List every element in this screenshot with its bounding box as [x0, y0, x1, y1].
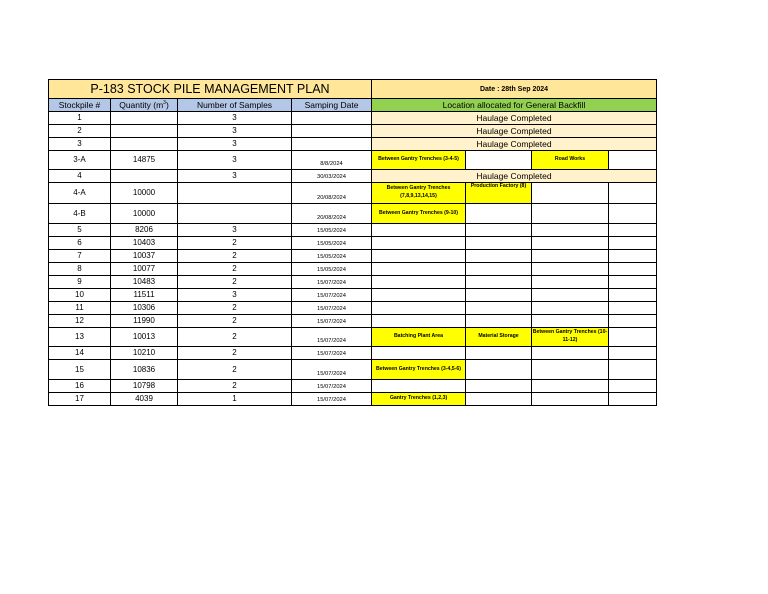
table-row	[49, 170, 657, 183]
location-cell-empty	[609, 347, 657, 360]
table-row	[49, 237, 657, 250]
quantity-cell: 4039	[111, 393, 178, 406]
stockpile-cell: 3	[49, 138, 111, 151]
stockpile-cell: 6	[49, 237, 111, 250]
location-cell-empty	[532, 289, 609, 302]
table-row	[49, 347, 657, 360]
sampling-date-cell: 15/05/2024	[292, 250, 372, 263]
table-row	[49, 328, 657, 347]
samples-cell	[178, 183, 292, 204]
table-row	[49, 250, 657, 263]
location-cell-empty	[372, 380, 466, 393]
sheet-title: P-183 STOCK PILE MANAGEMENT PLAN	[49, 80, 372, 99]
header-samples: Number of Samples	[178, 99, 292, 112]
sampling-date-cell: 20/08/2024	[292, 183, 372, 204]
stockpile-cell: 5	[49, 224, 111, 237]
samples-cell	[178, 204, 292, 224]
location-cell-empty	[372, 315, 466, 328]
quantity-cell	[111, 112, 178, 125]
location-cell-empty	[532, 263, 609, 276]
location-cell: Between Gantry Trenches (10-11-12)	[532, 328, 609, 347]
location-cell-empty	[532, 347, 609, 360]
location-cell-empty	[372, 224, 466, 237]
location-cell-empty	[466, 289, 532, 302]
location-cell-empty	[372, 263, 466, 276]
stockpile-cell: 14	[49, 347, 111, 360]
stockpile-cell: 2	[49, 125, 111, 138]
samples-cell: 3	[178, 138, 292, 151]
table-row	[49, 183, 657, 204]
samples-cell: 3	[178, 170, 292, 183]
samples-cell: 2	[178, 315, 292, 328]
table-row	[49, 315, 657, 328]
location-cell-empty	[466, 151, 532, 170]
header-stockpile: Stockpile #	[49, 99, 111, 112]
location-cell-empty	[609, 328, 657, 347]
location-cell-empty	[466, 263, 532, 276]
table-row	[49, 204, 657, 224]
stockpile-cell: 4	[49, 170, 111, 183]
location-cell: Between Gantry Trenches (7,8,9,13,14,15)	[372, 183, 466, 204]
location-cell-empty	[466, 393, 532, 406]
sampling-date-cell: 15/05/2024	[292, 237, 372, 250]
sampling-date-cell: 15/07/2024	[292, 360, 372, 380]
sampling-date-cell: 15/05/2024	[292, 263, 372, 276]
header-row	[49, 99, 657, 112]
quantity-cell: 11511	[111, 289, 178, 302]
header-quantity-end: )	[165, 99, 169, 110]
location-cell-empty	[532, 276, 609, 289]
stockpile-cell: 11	[49, 302, 111, 315]
stockpile-cell: 15	[49, 360, 111, 380]
location-cell: Material Storage	[466, 328, 532, 347]
table-row	[49, 112, 657, 125]
samples-cell: 3	[178, 151, 292, 170]
samples-cell: 2	[178, 328, 292, 347]
location-cell-empty	[609, 151, 657, 170]
location-cell-empty	[466, 360, 532, 380]
location-cell-empty	[532, 183, 609, 204]
sampling-date-cell: 20/08/2024	[292, 204, 372, 224]
header-quantity-text: Quantity (m	[119, 99, 164, 110]
sampling-date-cell	[292, 112, 372, 125]
table-row	[49, 125, 657, 138]
sampling-date-cell: 15/07/2024	[292, 302, 372, 315]
location-cell-empty	[532, 224, 609, 237]
location-cell-empty	[532, 250, 609, 263]
location-cell-empty	[532, 393, 609, 406]
location-cell-empty	[372, 289, 466, 302]
sampling-date-cell: 8/8/2024	[292, 151, 372, 170]
quantity-cell	[111, 125, 178, 138]
location-cell-empty	[372, 302, 466, 315]
location-cell-empty	[532, 380, 609, 393]
samples-cell: 1	[178, 393, 292, 406]
location-cell-empty	[466, 380, 532, 393]
sampling-date-cell: 15/07/2024	[292, 380, 372, 393]
quantity-cell: 10077	[111, 263, 178, 276]
location-cell-empty	[372, 237, 466, 250]
location-cell-empty	[532, 237, 609, 250]
sampling-date-cell	[292, 138, 372, 151]
quantity-cell: 14875	[111, 151, 178, 170]
stockpile-cell: 17	[49, 393, 111, 406]
haulage-status-cell: Haulage Completed	[372, 138, 657, 151]
location-cell-empty	[609, 224, 657, 237]
stockpile-cell: 4-A	[49, 183, 111, 204]
table-row	[49, 138, 657, 151]
quantity-cell: 10013	[111, 328, 178, 347]
location-cell-empty	[466, 237, 532, 250]
stockpile-cell: 12	[49, 315, 111, 328]
location-cell-empty	[372, 347, 466, 360]
samples-cell: 3	[178, 289, 292, 302]
haulage-status-cell: Haulage Completed	[372, 125, 657, 138]
samples-cell: 2	[178, 347, 292, 360]
stockpile-cell: 10	[49, 289, 111, 302]
sampling-date-cell	[292, 125, 372, 138]
header-sampling-date: Samping Date	[292, 99, 372, 112]
table-row	[49, 289, 657, 302]
sampling-date-cell: 15/07/2024	[292, 315, 372, 328]
stockpile-table	[48, 79, 657, 406]
location-cell-empty	[609, 393, 657, 406]
table-row	[49, 393, 657, 406]
location-cell: Between Gantry Trenches (9-10)	[372, 204, 466, 224]
location-cell-empty	[609, 380, 657, 393]
sheet-date: Date : 28th Sep 2024	[372, 80, 657, 99]
quantity-cell: 10798	[111, 380, 178, 393]
table-row	[49, 302, 657, 315]
samples-cell: 3	[178, 224, 292, 237]
quantity-cell	[111, 170, 178, 183]
location-cell: Batching Plant Area	[372, 328, 466, 347]
sampling-date-cell: 15/05/2024	[292, 224, 372, 237]
stockpile-cell: 4-B	[49, 204, 111, 224]
sampling-date-cell: 15/07/2024	[292, 347, 372, 360]
quantity-cell: 10000	[111, 204, 178, 224]
table-row	[49, 380, 657, 393]
location-cell-empty	[466, 302, 532, 315]
location-cell: Production Factory (8)	[466, 183, 532, 204]
samples-cell: 2	[178, 263, 292, 276]
location-cell-empty	[372, 250, 466, 263]
stockpile-cell: 1	[49, 112, 111, 125]
quantity-cell: 10037	[111, 250, 178, 263]
quantity-cell	[111, 138, 178, 151]
location-cell-empty	[609, 183, 657, 204]
stockpile-cell: 13	[49, 328, 111, 347]
location-cell-empty	[609, 289, 657, 302]
sampling-date-cell: 30/03/2024	[292, 170, 372, 183]
location-cell-empty	[466, 276, 532, 289]
stockpile-cell: 16	[49, 380, 111, 393]
table-row	[49, 224, 657, 237]
location-cell-empty	[466, 250, 532, 263]
location-cell-empty	[609, 250, 657, 263]
title-row	[49, 80, 657, 99]
location-cell-empty	[372, 276, 466, 289]
table-row	[49, 151, 657, 170]
location-cell-empty	[609, 237, 657, 250]
location-cell-empty	[532, 315, 609, 328]
quantity-cell: 10306	[111, 302, 178, 315]
samples-cell: 2	[178, 360, 292, 380]
location-cell: Between Gantry Trenches (3-4-5)	[372, 151, 466, 170]
location-cell-empty	[609, 360, 657, 380]
location-cell-empty	[609, 315, 657, 328]
location-cell-empty	[466, 315, 532, 328]
location-cell-empty	[609, 204, 657, 224]
quantity-cell: 10403	[111, 237, 178, 250]
location-cell-empty	[609, 276, 657, 289]
quantity-cell: 8206	[111, 224, 178, 237]
stockpile-cell: 3-A	[49, 151, 111, 170]
location-cell-empty	[532, 360, 609, 380]
location-cell: Between Gantry Trenches (3-4,5-6)	[372, 360, 466, 380]
stockpile-cell: 8	[49, 263, 111, 276]
quantity-cell: 10210	[111, 347, 178, 360]
samples-cell: 2	[178, 237, 292, 250]
sampling-date-cell: 15/07/2024	[292, 276, 372, 289]
stockpile-cell: 7	[49, 250, 111, 263]
sampling-date-cell: 15/07/2024	[292, 289, 372, 302]
location-cell-empty	[466, 347, 532, 360]
location-cell: Gantry Trenches (1,2,3)	[372, 393, 466, 406]
quantity-cell: 10000	[111, 183, 178, 204]
samples-cell: 2	[178, 380, 292, 393]
table-row	[49, 276, 657, 289]
location-cell-empty	[466, 224, 532, 237]
stockpile-cell: 9	[49, 276, 111, 289]
location-cell-empty	[466, 204, 532, 224]
quantity-cell: 10836	[111, 360, 178, 380]
header-location: Location allocated for General Backfill	[372, 99, 657, 112]
header-quantity	[111, 99, 178, 112]
samples-cell: 2	[178, 276, 292, 289]
haulage-status-cell: Haulage Completed	[372, 112, 657, 125]
samples-cell: 2	[178, 250, 292, 263]
location-cell-empty	[609, 263, 657, 276]
quantity-cell: 11990	[111, 315, 178, 328]
header-quantity-sup: 3	[163, 99, 166, 106]
location-cell-empty	[609, 302, 657, 315]
quantity-cell: 10483	[111, 276, 178, 289]
sampling-date-cell: 15/07/2024	[292, 393, 372, 406]
table-row	[49, 263, 657, 276]
samples-cell: 3	[178, 125, 292, 138]
location-cell-empty	[532, 204, 609, 224]
samples-cell: 3	[178, 112, 292, 125]
sampling-date-cell: 15/07/2024	[292, 328, 372, 347]
haulage-status-cell: Haulage Completed	[372, 170, 657, 183]
location-cell: Road Works	[532, 151, 609, 170]
table-row	[49, 360, 657, 380]
samples-cell: 2	[178, 302, 292, 315]
location-cell-empty	[532, 302, 609, 315]
